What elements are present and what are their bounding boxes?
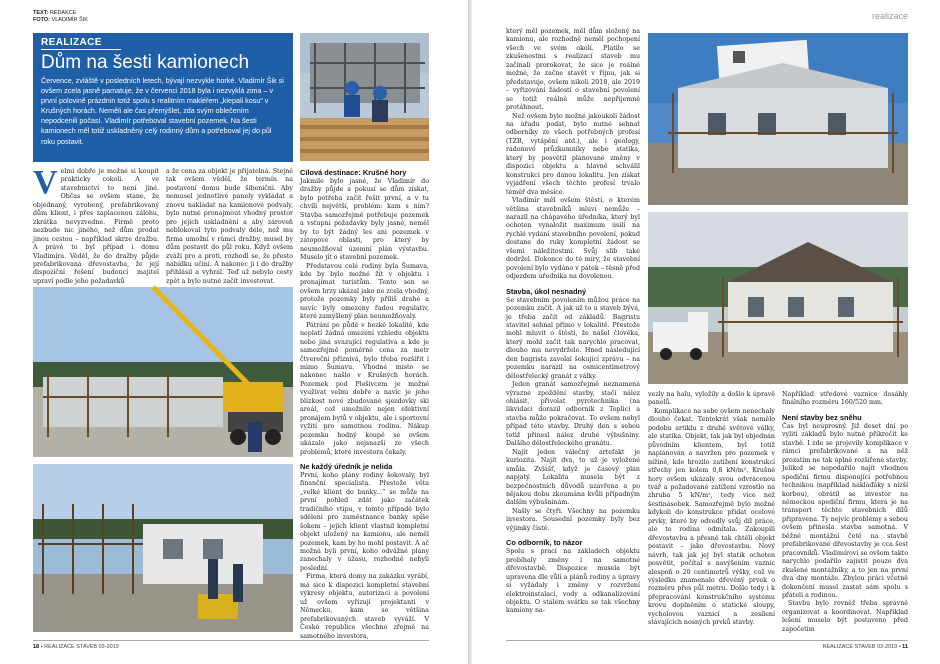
- column-3: [300, 168, 429, 640]
- paragraph: Čas byl neúprosný. Již deset dní po vylití základů bylo nutné přikročit ke stavbě. I zde se projevily komplikace v rámci prefabrikované a na něž prozatím ne tak úplně rozšířené stavby. Jelikož se nepodařilo najít vhodnou spediční firmu disponující potřebnou technikou (například náklaďáky s nízší korbou), obrátil se investor na německou spediční firmu, která je na transport těchto stavebních dílů připravena. Ty nejvíc problémy s sebou ovšem přinesla stavba samotná. V běžné montážní četě na stavbě prefabrikované dřevostavby je cca šest pracovníků. Vladimírovi se ovšem takto narychlo podařilo zajistit pouze dva zkušené montážníky, a to jen na první dva dny montáže. Zbylou práci včetně dokončení musel zastat sám spolu s přáteli a rodinou.: [782, 422, 908, 599]
- magazine-issue: REALIZACE STAVEB 03-2019: [44, 644, 119, 650]
- subheading: Stavba, úkol nesnadný: [506, 286, 587, 296]
- magazine-issue: REALIZACE STAVEB 03-2019: [822, 644, 898, 650]
- photo-children-on-timber: [300, 33, 429, 161]
- paragraph: Se stavebním povolením můžou práce na pozemku začít. A jak už to u staveb bývá, je třeba začít od základů. Bagristu stavitel sehnal přímo v lokalitě. Přestože mohl mluvit o štěstí, že našel člověka, který mohl začít tak narychlo pracovat, dlouho mu nevydrželo. Hned následující den bagrista zavolal šokující zprávu – na pozemku narazil na osmicentimetrový dělostřelecký granát z války.: [506, 296, 640, 380]
- photo-house-shell: [648, 212, 908, 384]
- paragraph: Najít jeden válečný artefakt je kuriozita. Najít dva, to už je vyložené smůla. Zvlášť, když je časový plán napjatý. Lokalita musela být z bezpečnostních důvodů uzavřena a po nějakou dobu zkoumána kvůli případným dalším výbušninám.: [506, 448, 640, 507]
- paragraph: který měl pozemek, měl dům složený na kamionu, ale rozhodně neměl pochopení všech ve svém okolí. Platilo se zkušenostmi s realizací staveb mu začínali prorokovat, že sice je reálné možné, že začne stavět v říjnu, jak si představuje, ovšem nikoli 2018, ale 2019 – vyřizování žádostí o stavební povolení se totiž reálně může nepříjemně protáhnout.: [506, 28, 640, 112]
- paragraph: vezly na halu, vyložily a došlo k úpravě panelů.: [648, 391, 775, 407]
- subheading: Není stavby bez sněhu: [782, 412, 862, 422]
- photo-prefab-modules: [33, 464, 293, 632]
- subheading: Cílová destinace: Krušné hory: [300, 168, 407, 177]
- paragraph: Pátrání po půdě v hezké lokalitě, kde neplatí žádná omezení vzhledu objektu nebo jiná svazující regulativa a kde je samozřejmě poměrně cena za metr čtvereční příznivá, bylo třeba rozšířit i mimo Šumavu. Vhodné místo se nakonec našlo v Krušných horách. Pozemek pod Plešivcem je možné využívat velmi dobře a navíc je jeho blízkost nové zbudované sjezdovky ski areál, což umožnilo nejen efektivní pronájem bytů v objektu, ale i sportovní vyžití pro samotnou rodinu. Nákup pozemku hodný koupě se ovšem ukázalo jako nejsnazší ze všech problémů, které investora čekaly.: [300, 321, 429, 456]
- title-box: [33, 33, 293, 162]
- paragraph: Například středové vaznice dosáhly finálního rozměru 160/520 mm.: [782, 391, 908, 407]
- paragraph: a že cena za objekt je přijatelná. Stejně tak ovšem věděl, že termín na postavení domu bude šibeniční. Aby nemusel jednotlivé panely vykládat a znovu nakládat na kamionové podvaly, bylo nutné pronajmout vhodný prostor pro jejich uskladnění a aby zároveň neblokoval tyto podvaly déle, než mu firma umožní v rámci dražby, musel by dům postavit do půl roku. Když ovšem zváží pro a proti, rozhodl se, že přesto nabídku učiní. A nakonec ji i do dražby přihlásil a vyhrál. Teď už nebylo cesty zpět a bylo nutné začít investovat.: [166, 168, 293, 285]
- left-folio: 18 • REALIZACE STAVEB 03-2019: [33, 644, 119, 650]
- footer-rule: [506, 640, 908, 641]
- credits: [33, 10, 88, 24]
- article-lead: Července, zvláště v posledních letech, bývají nezvykle horké. Vladimír Šik si ovšem zcela jasně pamatuje, že v červenci 2018 byla i nezvyklá zima – v první polovině prázdnin totiž spolu s realitním makléřem „klepali kosu“ v Krušných horách. Neměli ale čas přemýšlet, zda svým oblečením nepodcenili počasí. Vladimír potřeboval stavební pozemek. Na šesti kamionech měl totiž uskladněný celý rodinný dům a potřeboval jej do půl roku postavit.: [41, 76, 284, 146]
- paragraph: Než ovšem bylo možné jakoukoli žádost na úřadu podat, bylo nutné sehnat odborníky ze všech potřebných profesí (TZB, vytápění atd.), ale i geology, radonové průzkumníky nebo statika, který by posvětil plánované změny v dispozici objektu a hlavně schválil konstrukci pro danou lokalitu. Jen získat vyjádření všech těchto profesí trvalo téměř dva měsíce.: [506, 112, 640, 196]
- subheading: Co odborník, to názor: [506, 538, 583, 548]
- paragraph: Firma, která domy na zakázku vyrábí, má sice k dispozici kompletní stavební výkresy objektu, autorizaci a povolení už ovšem vyřizují projektanti v Německu, kam se většina prefabrikovaných staveb vyváží. V České republice všechno zřejmě na samotného investora,: [300, 573, 429, 640]
- section-kicker: REALIZACE: [41, 37, 102, 48]
- right-folio: REALIZACE STAVEB 03-2019 • 11: [822, 644, 908, 650]
- photo-crane-assembly: [33, 287, 293, 457]
- paragraph: Představou celé rodiny byla Šumava, kde by bylo možné žít v objektu i pronajímat turistům. Tento sen se ovšem brzy ukázal jako ne zcela vhodný, protože pozemky byly příliš drahé a navíc byly omezeny řadou regulativ, které zamýšlený plán neumožňovaly.: [300, 262, 429, 321]
- paragraph: elmi dobře je možné si koupit prakticky cokoli. A ve stavebnictví to není jiné. Občas se ovšem stane, že objednaný, vyrobený, prefabrikovaný dům klient, i přes zaplacenou zálohu, zkrátka nevyzvedne. Firmě proto nezbude nic jiného, než dům prodat jinou cestou – například skrze dražbu. A právě to byl případ i domu Vladimíra. Věděl, že do dražby půjde prefabrikovaná dřevostavba, že její dispoziční řešení budoucí majitel upraví podle jeho požadavků: [33, 168, 159, 285]
- page-number: 11: [902, 644, 908, 650]
- photo-roof-lifting: [648, 33, 908, 205]
- right-page: [472, 0, 940, 664]
- photo-credit-value: VLADIMÍR ŠIK: [51, 17, 88, 23]
- paragraph: Komplikace na sebe ovšem nenechaly dlouho čekat. Tentokrát však nemělo podobu artiklu z druhé světové války, ale statika. Objekt, tak jak byl objednán původním klientem, byl totiž naplánován a navržen pro pozemek v nížině, kde hrozilo zatížení konstrukcí střechy jen kolem 0,8 kN/m². Krušné hory ovšem ukázaly svou odvrácenou tvář a požadované zatížení vzrostlo na zhruba 5 kN/m², tedy více než šestinásobek. Samozřejmě bylo možné kdykoli do konstrukce přidat ocelové prvky, které by odvedly svůj díl práce, ale to rodina odmítala. Zakoupili dřevostavbu a přesně tak chtěli objekt postavit – jako dřevostavbu. Nový návrh, tak jak jej byl statik ochoten posvětit, počítal s navýšením vaznic alespoň o 20 centimetrů výšky, což ve výsledku znamenalo dřevěný prvek o rozměru přes půl metru. Došlo tedy i k přepracování konstrukčního systému krovu doplněním o statické sloupy, vycholovou vaznicí a zesílení stávajících nosných prvků stavby.: [648, 407, 775, 627]
- paragraph: Jakmile bylo jasné, že Vladimír do dražby půjde a pokusí se dům získat, bylo potřeba začít řešit první, a v tu chvíli největší, problém: kam s ním? Stavba samozřejmě potřebuje pozemek a vstupní požadavky byly jasné, neměl by to být žádný les ani pozemek v zátopové oblasti, pro který by neumožňoval územní plán výstavbu. Muselo jít o stavební pozemek.: [300, 178, 429, 262]
- footer-rule: [33, 640, 429, 641]
- paragraph: Stavbu bylo rovněž třeba správně organizovat a koordinovat. Například lešení muselo být postaveno před započetím: [782, 600, 908, 633]
- text-credit-value: REDAKCE: [49, 10, 77, 16]
- photo-credit-label: FOTO:: [33, 17, 51, 23]
- left-page: [0, 0, 468, 664]
- paragraph: Našly se čtyři. Všechny na pozemku investora. Sousední pozemky byly bez výjimky čisté.: [506, 507, 640, 532]
- page-number: 18: [33, 644, 40, 650]
- column-5: [648, 391, 775, 636]
- text-credit-label: TEXT:: [33, 10, 49, 16]
- column-1: [33, 164, 159, 285]
- paragraph: První, koho plány rodiny šokovaly, byl finanční specialista. Přestože věta „velké klient do banky...“ se může na první pohled zdát jako začátek tradičního vtipu, v tomto případě bylo sdělení pro zaměstnance banky spíše šokem – jejich klient vlastnil kompletní objekt uložený na kamionu, ale neměl pozemek, kam by ho mohl postavit. A ač možná byli první, koho odvážné plány zanechaly v úžasu, rozhodně nebyli poslední.: [300, 471, 429, 572]
- column-4: [506, 28, 640, 636]
- paragraph: Vladimír měl ovšem štěstí, o kterém většina stavebníků mluví nemůže – narazil na chápavého úředníka, který byl ochoten vynaložit maximum úsilí na rychlé vydání stavebního povolení, pokud dostane do ruky kompletní žádost se všemi náležitostmi. Svůj slib také dodržel. Dokonce do té míry, že stavební povolení bylo vydáno v pátek – těsně před odjezdem úředníka na dovolenou.: [506, 197, 640, 281]
- drop-cap: V: [33, 164, 58, 201]
- kicker-rule: [41, 49, 121, 50]
- article-title: Dům na šesti kamionech: [41, 52, 250, 73]
- subheading: Ne každý úředník je nelida: [300, 461, 393, 471]
- paragraph: Jeden granát samozřejmě neznamená výrazné zpoždění stavby, stačí nález ohlásit, přivolat pyrotechnika (na likvidaci dorazil odborník z Teplic) a stavba může pokračovat. To ovšem nebyl případ této stavby. Druhý den s sebou totiž přinesl nález druhé výbušniny. Dalšího dělostřeleckého granátu.: [506, 381, 640, 448]
- section-tag: realizace: [871, 11, 908, 21]
- column-2: [166, 168, 293, 285]
- column-6: [782, 391, 908, 636]
- paragraph: Spolu s prací na základech objektu probíhaly změny i na samotné dřevostavbě. Dispozice musela být upravena dle vůlí a plánů rodiny a úpravy si vyžádaly i změny v rozvržení elektroinstalací, vody a odkanalizování objektu. O stálém svátku se tak všechny kamiony na-: [506, 548, 640, 615]
